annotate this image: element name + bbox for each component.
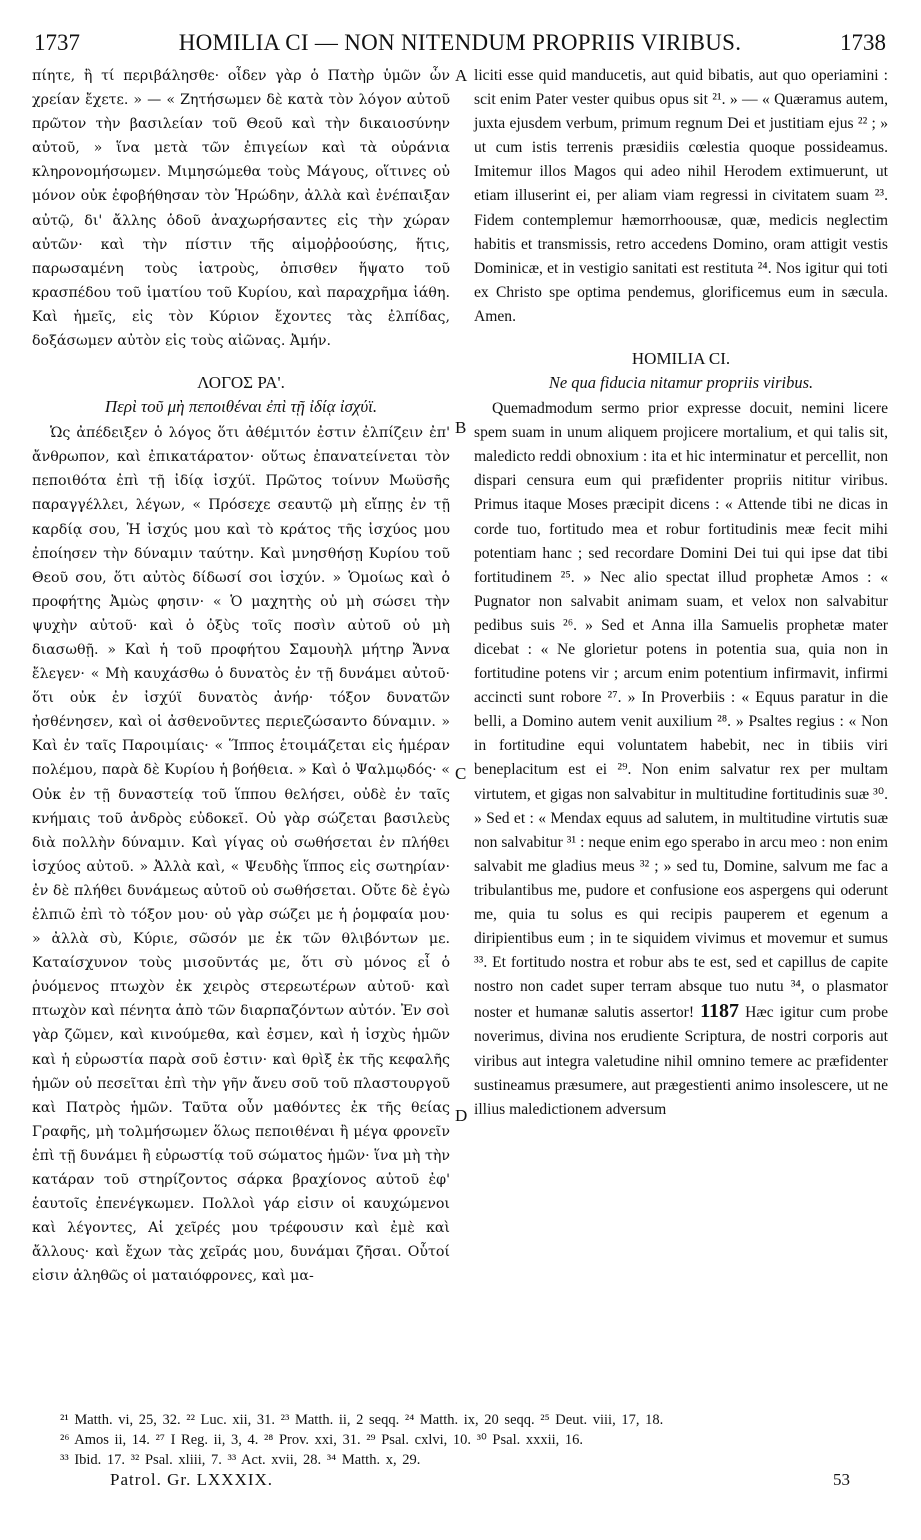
- column-number: 1187: [700, 1000, 739, 1023]
- signature-mark: 53: [833, 1470, 850, 1489]
- latin-homily-heading: HOMILIA CI.: [631, 349, 731, 369]
- latin-homily-subheading: Ne qua fiducia nitamur propriis viribus.: [548, 373, 814, 393]
- footnotes: [60, 1410, 886, 1470]
- latin-column: [474, 64, 888, 1122]
- greek-paragraph-2: Ὡς ἀπέδειξεν ὁ λόγος ὅτι ἀθέμιτόν ἐστιν ἐλπίζειν ἐπ' ἄνθρωπον, καὶ ἐπικατάρατον· οὕτως ἐπανατείνεται τὸν πεποιθότα ἐπὶ τῇ ἰδίᾳ ἰσχύϊ. Πρῶτος τοίνυν Μωϋσῆς παραγγέλλει, λέγων, « Πρόσεχε σεαυτῷ μὴ εἴπῃς ἐν τῇ καρδίᾳ σου, Ἡ ἰσχύς μου καὶ τὸ κράτος τῆς ἰσχύος μου ἐποίησεν τὴν δύναμιν ταύτην. Καὶ μνησθήσῃ Κυρίου τοῦ Θεοῦ σου, ὅτι αὐτὸς δίδωσί σοι ἰσχύν. » Ὁμοίως καὶ ὁ προφήτης Ἀμὼς φησιν· « Ὁ μαχητὴς οὐ μὴ σώσει τὴν ψυχὴν αὐτοῦ· καὶ ὁ ὀξὺς τοῖς ποσὶν αὐτοῦ οὐ μὴ διασωθῇ. » Καὶ ἡ τοῦ προφήτου Σαμουὴλ μήτηρ Ἄννα ἔλεγεν· « Μὴ καυχάσθω ὁ δυνατὸς ἐν τῇ δυνάμει αὐτοῦ· ὅτι οὐκ ἐν ἰσχύϊ δυνατὸς ἀνήρ· τόξον δυνατῶν ἠσθένησεν, καὶ οἱ ἀσθενοῦντες περιεζώσαντο δύναμιν. » Καὶ ἐν ταῖς Παροιμίαις· « Ἵππος ἑτοιμάζεται εἰς ἡμέραν πολέμου, παρὰ δὲ Κυρίου ἡ βοήθεια. » Καὶ ὁ Ψαλμῳδός· « Οὐκ ἐν τῇ δυναστείᾳ τοῦ ἵππου θελήσει, οὐδὲ ἐν ταῖς κνήμαις τοῦ ἀνδρὸς εὐδοκεῖ. Οὐ γὰρ σώζεται βασιλεὺς διὰ πολλὴν δύναμιν. Καὶ γίγας οὐ σωθήσεται ἐν πλήθει ἰσχύος αὐτοῦ. » Ἀλλὰ καὶ, « Ψευδὴς ἵππος εἰς σωτηρίαν· ἐν δὲ πλήθει δυνάμεως αὐτοῦ οὐ σωθήσεται. Οὔτε δὲ ἐγὼ ἐλπιῶ ἐπὶ τὸ τόξον μου· οὐ γὰρ σώζει με ἡ ῥομφαία μου· » ἀλλὰ σὺ, Κύριε, σῶσόν με ἐκ τῶν θλιβόντων με. Καταίσχυνον τοὺς μισοῦντάς με, ὅτι σὺ μόνος εἶ ὁ ῥυόμενος πτωχὸν ἐκ χειρὸς στερεωτέρων αὐτοῦ· καὶ πτωχὸν καὶ πένητα ἀπὸ τῶν διαρπαζόντων αὐτόν. Ἐν σοὶ γὰρ ζῶμεν, καὶ κινούμεθα, καὶ ἐσμεν, καὶ ἡ ἰσχὺς ἡμῶν καὶ ἡ εὐρωστία παρὰ σοῦ ἐστιν· καὶ θρὶξ ἐκ τῆς κεφαλῆς ἡμῶν οὐ πεσεῖται ἐπὶ τὴν γῆν ἄνευ σοῦ τοῦ πλαστουργοῦ καὶ Πατρὸς ἡμῶν. Ταῦτα οὖν μαθόντες ἐκ τῆς θείας Γραφῆς, μὴ τολμήσωμεν ὅλως πεποιθέναι ἢ μέγα φρονεῖν ἐπὶ τῇ δυνάμει ἢ εὐρωστίᾳ τοῦ σώματος ἡμῶν· ἵνα μὴ τὴν κατάραν τοῦ στηρίζοντος σάρκα βραχίονος αὐτοῦ ἐφ' ἑαυτοῖς ἐπενέγκωμεν. Πολλοὶ γάρ εἰσιν οἱ καυχώμενοι καὶ λέγοντες, Αἱ χεῖρές μου τρέφουσιν καὶ ἐμὲ καὶ ἄλλους· καὶ ἔχων τὰς χεῖράς μου, δυνάμαι ζῆσαι. Οὗτοί εἰσιν ἀληθῶς οἱ ματαιόφρονες, καὶ μα-: [32, 425, 450, 1285]
- greek-homily-subheading: Περὶ τοῦ μὴ πεποιθέναι ἐπὶ τῇ ἰδίᾳ ἰσχύϊ.: [104, 397, 378, 417]
- section-marker-b: B: [455, 418, 467, 437]
- footnote-line: ³³ Ibid. 17. ³² Psal. xliii, 7. ³³ Act. xvii, 28. ³⁴ Matth. x, 29.: [60, 1452, 421, 1468]
- greek-paragraph-1: πίητε, ἢ τί περιβάλησθε· οἶδεν γὰρ ὁ Πατὴρ ὑμῶν ὧν χρείαν ἔχετε. » — « Ζητήσωμεν δὲ κατὰ τὸν λόγον αὐτοῦ πρῶτον τὴν βασιλείαν τοῦ Θεοῦ καὶ τὴν δικαιοσύνην αὐτοῦ, » ἵνα μετὰ τῶν ἐπιγείων καὶ τὰ οὐράνια κληρονομήσωμεν. Μιμησώμεθα τοὺς Μάγους, οἵτινες οὐ μόνον οὐκ ἐφοβήθησαν τὸν Ἡρώδην, ἀλλὰ καὶ ἐνέπαιξαν αὐτῷ, δι' ἄλλης ὁδοῦ ἀναχωρήσαντες εἰς τὴν χώραν αὐτῶν· καὶ τὴν πίστιν τῆς αἱμοῤῥοούσης, ἥτις, παρωσαμένη τοὺς ἰατροὺς, ὀπισθεν ἥψατο τοῦ κρασπέδου τοῦ ἱματίου τοῦ Κυρίου, καὶ παραχρῆμα ἰάθη. Καὶ ἡμεῖς, εἰς τὸν Κύριον ἔχοντες τὰς ἐλπίδας, δοξάσωμεν αὐτὸν εἰς τοὺς αἰῶνας. Ἀμήν.: [32, 68, 450, 350]
- page-number-right: 1738: [840, 30, 886, 55]
- latin-paragraph-2-part-b: Hæc igitur cum probe noverimus, divina nos erudiente Scriptura, de nostri corporis aut viribus aut integra valetudine nihil omnino temere ac præfidenter sustineamus præsumere, aut prægestienti animo insolescere, ut ne illius maledictionem adversum: [474, 1004, 888, 1118]
- latin-paragraph-2-part-a: Quemadmodum sermo prior expresse docuit, nemini licere spem suam in unum aliquem projicere mortalium, et qui talis sit, maledicto reddi obnoxium : ita et hic interminatur et percellit, non dispari censura eum qui præfidenter propriis nititur viribus. Primus itaque Moses præcipit dicens : « Attende tibi ne dicas in corde tuo, fortitudo mea et robur fortitudinis meæ fecit mihi potentiam hanc ; sed recordare Domini Dei tui qui ipse dat tibi fortitudinem ²⁵. » Nec alio spectat illud prophetæ Amos : « Pugnator non salvabit animam suam, et velox non salvabitur pedibus suis ²⁶. » Sed et Anna illa Samuelis prophetæ mater dicebat : « Ne glorietur potens in potentia sua, quia non in fortitudine potens vir ; arcum enim potentium infirmavit, infirmi accincti sunt robore ²⁷. » In Proverbiis : « Equus paratur in die belli, a Domino autem venit auxilium ²⁸. » Psaltes regius : « Non in fortitudine equi voluntatem habebit, nec in tibiis viri beneplacitum est ei ²⁹. Non enim salvatur rex per multam virtutem, et gigas non salvabitur in multitudine fortitudinis suæ ³⁰. » Sed et : « Mendax equus ad salutem, in multitudine virtutis suæ non salvabitur ³¹ : neque enim ego sperabo in arcu meo : non enim salvabit me gladius meus ³² ; » sed tu, Domine, salvum me fac a tribulantibus me, pudore et confusione eos aspergens qui oderunt me, quia tu solus es qui recipis pauperem et egenum a diripientibus eum ; in te siquidem vivimus et movemur et sumus ³³. Et fortitudo nostra et robur abs te est, sed et capillus de capite nostro non cadet super terram absque tuo nutu ³⁴, o plasmator noster et humanæ salutis assertor!: [474, 400, 888, 1022]
- section-marker-d: D: [455, 1106, 468, 1125]
- page-header: [34, 30, 886, 60]
- latin-paragraph-1: liciti esse quid manducetis, aut quid bibatis, aut quo operiamini : scit enim Pater vester quibus opus sit ²¹. » — « Quæramus autem, juxta ejusdem verbum, primum regnum Dei et justitiam ejus ²² ; » ut cum istis terrenis præsidiis cœlestia quoque possideamus. Imitemur illos Magos qui adeo nihil Herodem extimuerunt, ut etiam illuserint ei, per aliam viam regressi in civitatem suam ²³. Fidem contemplemur hæmorrhoousæ, quæ, medicis neglectim habitis et transmissis, retro accedens Domino, oram attigit vestis Dominicæ, et in vestigio sanitati est restituta ²⁴. Nos igitur qui toti ex Christo spe optima pendemus, glorificemus eum in sæcula. Amen.: [474, 67, 888, 325]
- footnote-line: ²⁶ Amos ii, 14. ²⁷ I Reg. ii, 3, 4. ²⁸ Prov. xxi, 31. ²⁹ Psal. cxlvi, 10. ³⁰ Psal. xxxii, 16.: [60, 1432, 584, 1448]
- greek-homily-heading: ΛΟΓΟΣ ΡΑ'.: [197, 373, 285, 393]
- latin-paragraph-2: [474, 397, 888, 1122]
- series-volume: Patrol. Gr. LXXXIX.: [110, 1470, 274, 1489]
- page-footer: [110, 1470, 850, 1496]
- section-marker-a: A: [455, 66, 468, 85]
- running-title: HOMILIA CI — NON NITENDUM PROPRIIS VIRIBUS.: [178, 30, 742, 55]
- page-number-left: 1737: [34, 30, 80, 55]
- section-marker-c: C: [455, 764, 467, 783]
- footnote-line: ²¹ Matth. vi, 25, 32. ²² Luc. xii, 31. ²³ Matth. ii, 2 seqq. ²⁴ Matth. ix, 20 seqq. ²⁵ Deut. viii, 17, 18.: [60, 1412, 664, 1428]
- greek-column: [32, 64, 450, 1289]
